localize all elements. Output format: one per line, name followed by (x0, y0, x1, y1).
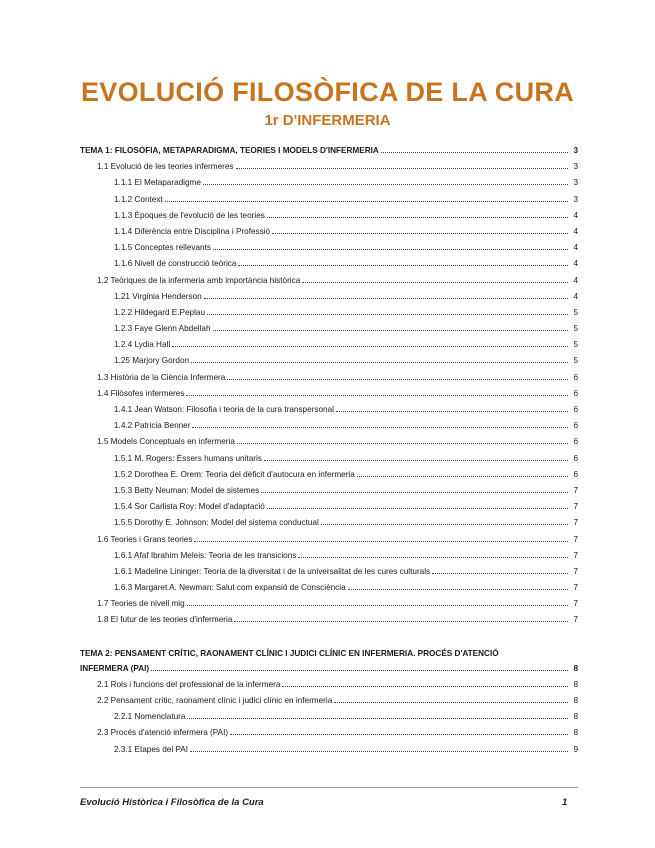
toc-leader-dots (264, 460, 568, 461)
toc-entry-label: 1.5.3 Betty Neuman: Model de sistemes (114, 485, 260, 495)
toc-entry-label: 2.1 Rols i funcions del professional de la infermera (97, 679, 281, 689)
toc-entry[interactable] (80, 386, 578, 402)
toc-page-number: 7 (573, 485, 578, 495)
toc-entry-label: 1.1.6 Nivell de construcció teòrica (114, 259, 237, 269)
toc-entry-label: 1.1.4 Diferència entre Disciplina i Professió (114, 226, 271, 236)
toc-entry-label: 1.25 Marjory Gordon (114, 356, 190, 366)
document-title: EVOLUCIÓ FILOSÒFICA DE LA CURA (81, 77, 574, 107)
toc-entry-label: 1.2.4 Lydia Hall (114, 340, 171, 350)
toc-entry[interactable] (80, 143, 578, 159)
toc-leader-dots (207, 314, 568, 315)
toc-entry[interactable] (80, 305, 578, 321)
toc-entry[interactable] (80, 564, 578, 580)
toc-leader-dots (261, 492, 568, 493)
toc-entry[interactable] (80, 661, 578, 677)
toc-page-number: 8 (573, 696, 578, 705)
toc-page-number: 4 (573, 275, 578, 285)
toc-entry-label: 1.7 Teories de nivell mig (97, 599, 185, 609)
toc-entry-label: 1.4.1 Jean Watson: Filosofia i teoria de la cura transpersonal (114, 405, 334, 414)
toc-leader-dots (203, 184, 568, 185)
toc-page-number: 9 (573, 744, 578, 754)
toc-leader-dots (227, 379, 568, 380)
toc-entry[interactable] (80, 175, 578, 191)
toc-entry-label: 2.3.1 Etapes del PAI (114, 744, 189, 754)
toc-entry[interactable] (80, 402, 578, 418)
toc-entry-label: 1.2 Teòriques de la infermeria amb importància històrica (97, 275, 301, 285)
toc-entry[interactable] (80, 499, 578, 515)
toc-leader-dots (302, 282, 568, 283)
toc-leader-dots (357, 476, 568, 477)
toc-entry[interactable] (80, 353, 578, 369)
toc-leader-dots (238, 265, 568, 266)
toc-page-number: 7 (573, 615, 578, 625)
toc-page-number: 4 (573, 259, 578, 269)
toc-page-number: 7 (573, 502, 578, 512)
toc-page-number: 3 (573, 178, 578, 188)
toc-leader-dots (236, 168, 568, 169)
toc-leader-dots (190, 751, 568, 752)
toc-entry[interactable] (80, 548, 578, 564)
toc-leader-dots (334, 702, 568, 703)
toc-leader-dots (213, 249, 568, 250)
toc-leader-dots (234, 621, 568, 622)
toc-page-number: 6 (573, 469, 578, 479)
toc-entry-label: 1.8 El futur de les teories d'infermeria (97, 615, 233, 625)
toc-leader-dots (187, 605, 568, 606)
toc-entry[interactable] (80, 742, 578, 758)
toc-entry[interactable] (80, 434, 578, 450)
toc-leader-dots (282, 686, 568, 687)
toc-leader-dots (192, 427, 568, 428)
toc-page-number: 6 (573, 437, 578, 447)
toc-entry-label: 1.6.1 Madeline Lininger: Teoria de la diversitat i de la universalitat de les cures culturals (114, 566, 431, 576)
toc-page-number: 6 (573, 388, 578, 398)
toc-leader-dots (267, 508, 568, 509)
toc-entry-label: 1.1 Evolució de les teories infermeres (97, 162, 234, 172)
toc-entry-label: 1.2.3 Faye Glenn Abdellah (114, 324, 211, 334)
toc-page-number: 7 (573, 550, 578, 560)
footer-page-number: 1 (562, 797, 568, 808)
toc-page-number: 6 (573, 421, 578, 431)
toc-entry[interactable] (80, 208, 578, 224)
toc-leader-dots (336, 411, 568, 412)
toc-gap (80, 629, 578, 646)
toc-page-number: 4 (573, 226, 578, 236)
toc-entry[interactable] (80, 256, 578, 272)
toc-entry-label: 2.2 Pensament crític, raonament clínic i judici clínic en infermeria (97, 696, 333, 705)
toc-page-number: 5 (573, 324, 578, 334)
toc-entry[interactable] (80, 596, 578, 612)
toc-entry-label: 1.6.3 Margaret A. Newman: Salut com expansió de Consciència (114, 583, 346, 593)
toc-leader-dots (432, 573, 568, 574)
toc-entry[interactable] (80, 515, 578, 531)
toc-entry[interactable] (80, 337, 578, 353)
toc-entry[interactable] (80, 693, 578, 709)
toc-page-number: 6 (573, 405, 578, 414)
toc-leader-dots (213, 330, 569, 331)
toc-entry[interactable] (80, 677, 578, 693)
toc-page-number: 5 (573, 340, 578, 350)
toc-entry[interactable] (80, 224, 578, 240)
toc-entry-label: 1.5.5 Dorothy E. Johnson: Model del sistema conductual (114, 518, 319, 528)
toc-entry-label: TEMA 1: FILOSOFIA, METAPARADIGMA, TEORIES I MODELS D'INFERMERIA (80, 146, 379, 155)
toc-page-number: 8 (573, 663, 578, 673)
toc-page-number: 6 (573, 453, 578, 463)
footer-divider (80, 787, 578, 788)
toc-entry-label: 1.2.2 Hildegard E.Peplau (114, 307, 206, 317)
toc-leader-dots (230, 734, 568, 735)
toc-page-number: 7 (573, 583, 578, 593)
toc-page-number: 8 (573, 679, 578, 689)
toc-entry-label: 1.1.2 Context (114, 194, 163, 204)
toc-entry-tema2-line1[interactable]: TEMA 2: PENSAMENT CRÍTIC, RAONAMENT CLÍNIC I JUDICI CLÍNIC EN INFERMERIA. PROCÉS D'ATENCIÓ (80, 648, 499, 658)
toc-leader-dots (191, 362, 568, 363)
toc-entry[interactable] (80, 370, 578, 386)
toc-page-number: 4 (573, 243, 578, 253)
toc-page-number: 3 (573, 146, 578, 155)
toc-leader-dots (204, 298, 568, 299)
toc-entry-label: INFERMERA (PAI) (80, 663, 150, 673)
toc-entry[interactable] (80, 321, 578, 337)
toc-page-number: 3 (573, 162, 578, 172)
toc-entry[interactable] (80, 451, 578, 467)
toc-entry-label: 1.4 Filòsofes infermeres (97, 388, 185, 398)
toc-entry[interactable] (80, 580, 578, 596)
toc-entry[interactable] (80, 273, 578, 289)
toc-page-number: 4 (573, 291, 578, 301)
table-of-contents (80, 143, 578, 758)
toc-page-number: 8 (573, 712, 578, 722)
toc-page-number: 5 (573, 356, 578, 366)
toc-entry[interactable] (80, 418, 578, 434)
toc-leader-dots (272, 233, 568, 234)
toc-leader-dots (298, 557, 568, 558)
footer-title: Evolució Històrica i Filosòfica de la Cura (80, 797, 264, 808)
toc-entry[interactable] (80, 612, 578, 628)
toc-leader-dots (186, 395, 568, 396)
toc-page-number: 8 (573, 728, 578, 738)
toc-entry-label: 1.3 Història de la Ciència Infermera (97, 372, 226, 382)
toc-entry-label: 1.6 Teories i Grans teories (97, 534, 193, 544)
toc-page-number: 3 (573, 194, 578, 204)
toc-leader-dots (187, 718, 568, 719)
toc-page-number: 7 (573, 518, 578, 528)
toc-page-number: 6 (573, 372, 578, 382)
toc-entry-label: 1.1.1 El Metaparadigme (114, 178, 201, 188)
toc-entry[interactable] (80, 289, 578, 305)
toc-entry-label: 1.6.1 Afaf Ibrahim Meleis: Teoria de les transicions (114, 550, 297, 560)
toc-entry-label: 1.1.5 Conceptes rellevants (114, 243, 211, 253)
toc-leader-dots (165, 201, 568, 202)
toc-entry-label: 1.4.2 Patricia Benner (114, 421, 191, 431)
toc-page-number: 5 (573, 307, 578, 317)
toc-leader-dots (381, 152, 568, 153)
toc-page-number: 7 (573, 599, 578, 609)
toc-entry[interactable] (80, 483, 578, 499)
toc-entry-label: 1.5.4 Sor Carlista Roy: Model d'adaptació (114, 502, 265, 512)
toc-page-number: 4 (573, 210, 578, 220)
toc-leader-dots (151, 670, 568, 671)
toc-section-1 (80, 143, 578, 629)
toc-entry[interactable] (80, 159, 578, 175)
toc-entry[interactable] (80, 192, 578, 208)
toc-leader-dots (237, 443, 568, 444)
toc-leader-dots (348, 589, 568, 590)
toc-entry-label: 1.1.3 Èpoques de l'evolució de les teories (114, 210, 265, 220)
toc-entry[interactable] (80, 725, 578, 741)
toc-section-2 (80, 661, 578, 758)
toc-leader-dots (172, 346, 568, 347)
toc-entry[interactable] (80, 467, 578, 483)
toc-entry-label: 1.21 Virginia Henderson (114, 291, 202, 301)
toc-entry-label: 2.2.1 Nomenclatura (114, 712, 186, 722)
toc-entry-label: 1.5.1 M. Rogers: Éssers humans unitaris (114, 453, 262, 463)
toc-leader-dots (321, 524, 568, 525)
toc-page-number: 7 (573, 566, 578, 576)
document-subtitle: 1r D'INFERMERIA (264, 112, 391, 129)
toc-leader-dots (194, 541, 568, 542)
toc-entry[interactable] (80, 240, 578, 256)
toc-entry-label: 1.5.2 Dorothea E. Orem: Teoria del dèficit d'autocura en infermeria (114, 469, 355, 479)
toc-entry-label: 1.5 Models Conceptuals en infermeria (97, 437, 235, 447)
toc-entry[interactable] (80, 709, 578, 725)
toc-leader-dots (267, 217, 568, 218)
toc-page-number: 7 (573, 534, 578, 544)
toc-entry[interactable] (80, 532, 578, 548)
toc-entry-label: 2.3 Procés d'atenció infermera (PAI) (97, 728, 229, 738)
